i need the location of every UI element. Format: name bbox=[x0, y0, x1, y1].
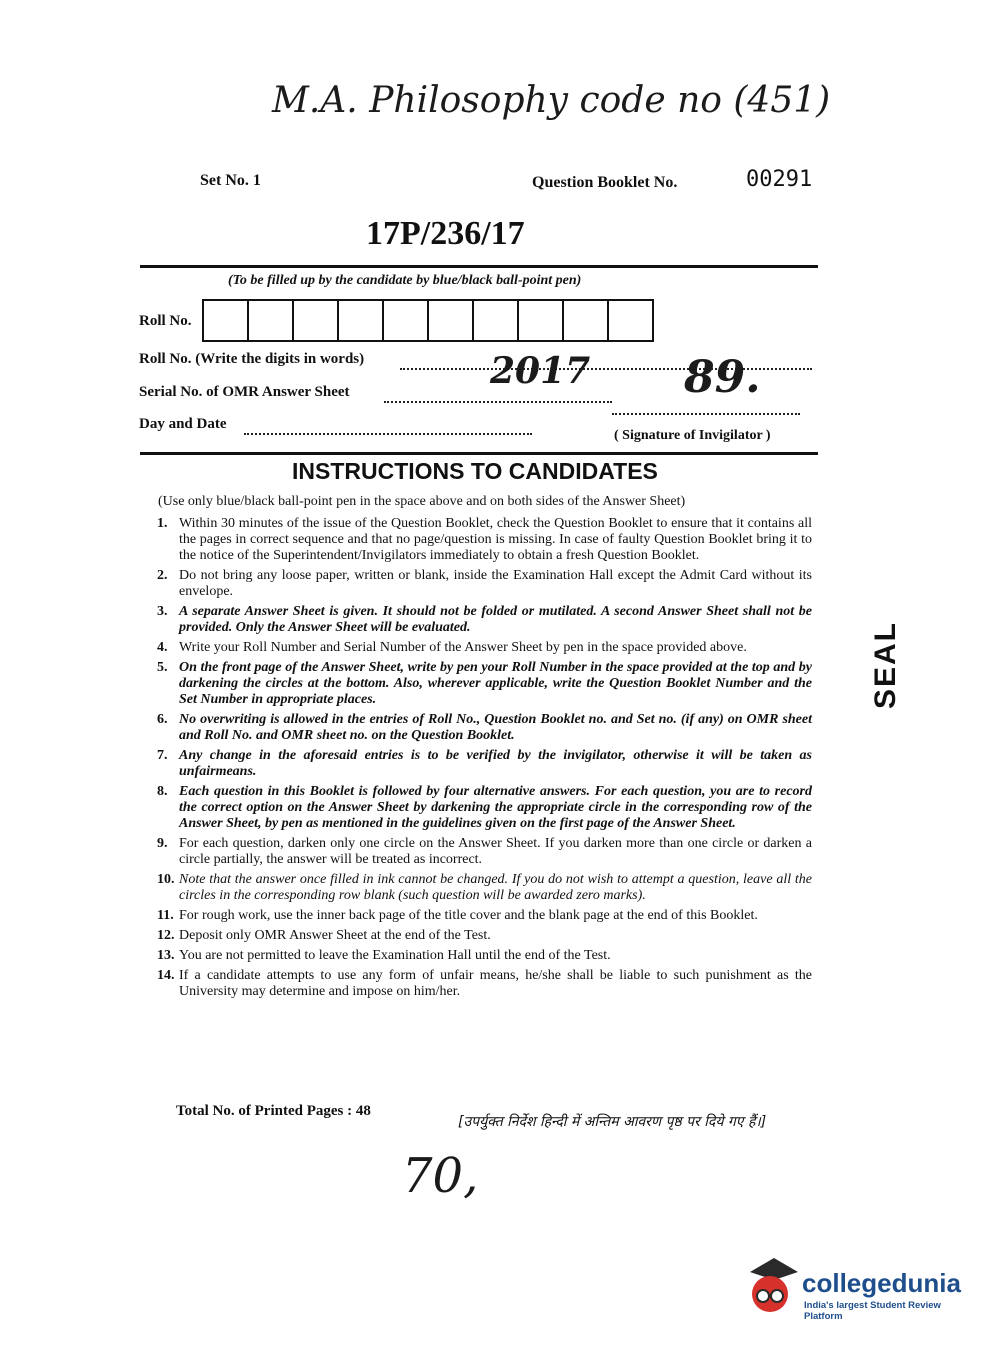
instruction-text: Each question in this Booklet is followed by four alternative answers. For each question, you are to record the correct option on the Answer Sheet by darkening the appropriate circle in the corresponding row of the Answer Sheet, by pen as mentioned in the guidelines given on the first page of the Answer Sheet. bbox=[179, 784, 812, 831]
instruction-number: 5. bbox=[157, 660, 168, 675]
roll-no-label: Roll No. bbox=[139, 313, 192, 329]
instruction-item bbox=[157, 908, 812, 924]
instructions-title: INSTRUCTIONS TO CANDIDATES bbox=[292, 458, 658, 484]
handwritten-bottom-note: 70, bbox=[402, 1148, 479, 1204]
roll-box[interactable] bbox=[202, 299, 249, 342]
instruction-text: Within 30 minutes of the issue of the Question Booklet, check the Question Booklet to ensure that it contains all the pages in correct sequence and that no page/question is missing. In case of faulty Question Booklet bring it to the notice of the Superintendent/Invigilators immediately to obtain a fresh Question Booklet. bbox=[179, 516, 812, 563]
instruction-item bbox=[157, 968, 812, 1000]
instruction-item bbox=[157, 516, 812, 564]
invigilator-label: ( Signature of Invigilator ) bbox=[614, 428, 771, 443]
total-pages: Total No. of Printed Pages : 48 bbox=[176, 1103, 371, 1119]
instruction-number: 14. bbox=[157, 968, 175, 983]
omr-serial-label: Serial No. of OMR Answer Sheet bbox=[139, 384, 350, 400]
day-date-line bbox=[244, 433, 532, 435]
instruction-number: 13. bbox=[157, 948, 175, 963]
booklet-number: 00291 bbox=[746, 167, 813, 192]
instruction-text: For each question, darken only one circle on the Answer Sheet. If you darken more than one circle or darken a circle partially, the answer will be treated as incorrect. bbox=[179, 836, 812, 867]
roll-box[interactable] bbox=[337, 299, 384, 342]
instruction-number: 6. bbox=[157, 712, 168, 727]
student-mascot-icon bbox=[740, 1250, 800, 1320]
instruction-number: 8. bbox=[157, 784, 168, 799]
instruction-number: 9. bbox=[157, 836, 168, 851]
instructions-list bbox=[157, 512, 812, 1000]
roll-box[interactable] bbox=[292, 299, 339, 342]
logo-name: collegedunia bbox=[802, 1268, 961, 1298]
instruction-item bbox=[157, 640, 812, 656]
instruction-number: 11. bbox=[157, 908, 174, 923]
form-bottom-rule bbox=[140, 452, 818, 455]
set-number: Set No. 1 bbox=[200, 172, 261, 189]
roll-number-boxes bbox=[204, 299, 654, 342]
collegedunia-logo bbox=[740, 1250, 970, 1330]
instruction-number: 1. bbox=[157, 516, 168, 531]
instruction-text: Write your Roll Number and Serial Number of the Answer Sheet by pen in the space provided above. bbox=[179, 640, 747, 655]
roll-box[interactable] bbox=[607, 299, 654, 342]
omr-serial-line bbox=[384, 401, 612, 403]
instruction-number: 3. bbox=[157, 604, 168, 619]
roll-box[interactable] bbox=[427, 299, 474, 342]
instruction-item bbox=[157, 928, 812, 944]
instruction-item bbox=[157, 660, 812, 708]
seal-label: SEAL bbox=[869, 620, 903, 710]
roll-words-label: Roll No. (Write the digits in words) bbox=[139, 351, 365, 367]
instructions-intro: (Use only blue/black ball-point pen in the space above and on both sides of the Answer Sheet) bbox=[158, 494, 686, 509]
roll-box[interactable] bbox=[382, 299, 429, 342]
instruction-text: You are not permitted to leave the Examination Hall until the end of the Test. bbox=[179, 948, 611, 963]
fill-note: (To be filled up by the candidate by blue/black ball-point pen) bbox=[228, 273, 582, 288]
instruction-number: 12. bbox=[157, 928, 175, 943]
roll-box[interactable] bbox=[562, 299, 609, 342]
instruction-number: 2. bbox=[157, 568, 168, 583]
roll-box[interactable] bbox=[247, 299, 294, 342]
top-rule bbox=[140, 265, 818, 268]
instruction-text: Do not bring any loose paper, written or blank, inside the Examination Hall except the Admit Card without its envelope. bbox=[179, 568, 812, 599]
instruction-item bbox=[157, 748, 812, 780]
instruction-item bbox=[157, 948, 812, 964]
paper-code: 17P/236/17 bbox=[366, 215, 525, 252]
instruction-item bbox=[157, 872, 812, 904]
instruction-text: For rough work, use the inner back page of the title cover and the blank page at the end of this Booklet. bbox=[179, 908, 758, 923]
hindi-note: [उपर्युक्त निर्देश हिन्दी में अन्तिम आवरण पृष्ठ पर दिये गए हैं।] bbox=[458, 1114, 767, 1130]
instruction-text: On the front page of the Answer Sheet, write by pen your Roll Number in the space provided at the top and by darkening the circles at the bottom. Also, wherever applicable, write the Question Booklet Number and the Set Number in appropriate places. bbox=[179, 660, 812, 707]
handwritten-signature: 89. bbox=[684, 352, 761, 403]
handwritten-header-note: M.A. Philosophy code no (451) bbox=[272, 80, 831, 121]
logo-tagline: India's largest Student Review Platform bbox=[804, 1300, 941, 1322]
instruction-item bbox=[157, 604, 812, 636]
handwritten-roll-words: 2017 bbox=[490, 350, 591, 392]
invigilator-signature-line bbox=[612, 413, 800, 415]
roll-box[interactable] bbox=[472, 299, 519, 342]
booklet-label: Question Booklet No. bbox=[532, 174, 678, 191]
instruction-item bbox=[157, 712, 812, 744]
instruction-text: Deposit only OMR Answer Sheet at the end of the Test. bbox=[179, 928, 491, 943]
instruction-text: Any change in the aforesaid entries is to be verified by the invigilator, otherwise it will be taken as unfairmeans. bbox=[179, 748, 812, 779]
instruction-item bbox=[157, 568, 812, 600]
instruction-text: No overwriting is allowed in the entries of Roll No., Question Booklet no. and Set no. (if any) on OMR sheet and Roll No. and OMR sheet no. on the Question Booklet. bbox=[179, 712, 812, 743]
instruction-text: A separate Answer Sheet is given. It should not be folded or mutilated. A second Answer Sheet shall not be provided. Only the Answer Sheet will be evaluated. bbox=[179, 604, 812, 635]
instruction-item bbox=[157, 784, 812, 832]
instruction-item bbox=[157, 836, 812, 868]
instruction-number: 7. bbox=[157, 748, 168, 763]
instruction-number: 4. bbox=[157, 640, 168, 655]
instruction-number: 10. bbox=[157, 872, 175, 887]
roll-box[interactable] bbox=[517, 299, 564, 342]
instruction-text: Note that the answer once filled in ink cannot be changed. If you do not wish to attempt a question, leave all the circles in the corresponding row blank (such question will be awarded zero marks). bbox=[179, 872, 812, 903]
instruction-text: If a candidate attempts to use any form of unfair means, he/she shall be liable to such punishment as the University may determine and impose on him/her. bbox=[179, 968, 812, 999]
day-date-label: Day and Date bbox=[139, 416, 227, 432]
